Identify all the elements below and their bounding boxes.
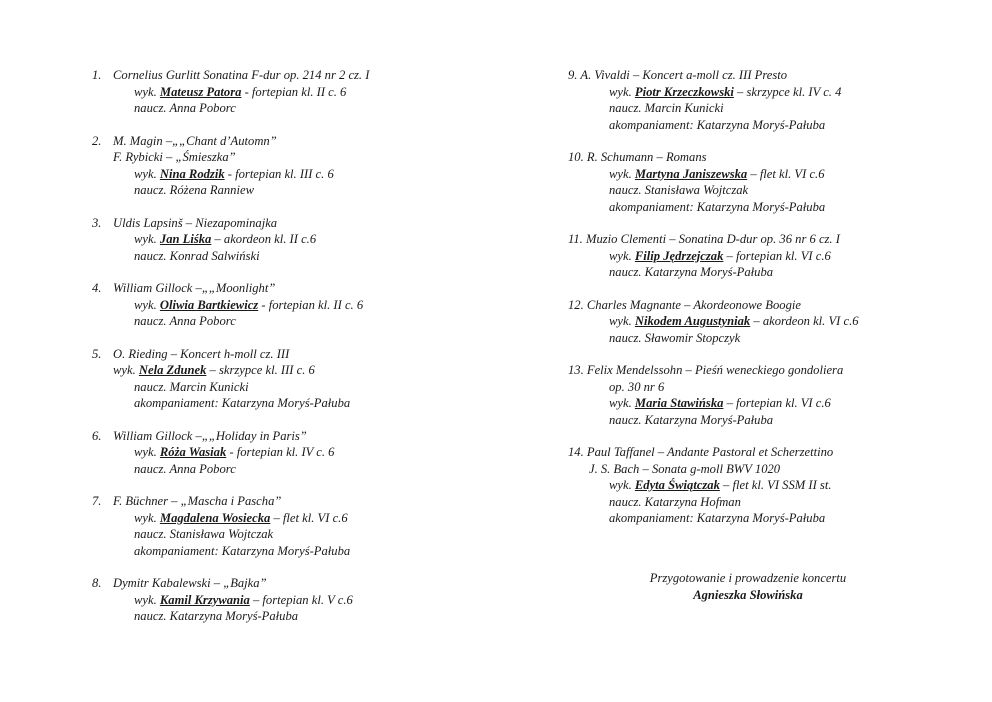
accompanist: akompaniament: Katarzyna Moryś-Pałuba bbox=[609, 511, 826, 525]
item-number: 8. bbox=[92, 576, 102, 590]
piece-title: Cornelius Gurlitt Sonatina F-dur op. 214 nr 2 cz. I bbox=[113, 68, 370, 82]
performer-name: Filip Jędrzejczak bbox=[634, 248, 724, 263]
teacher: naucz. Marcin Kunicki bbox=[134, 379, 249, 394]
instrument-class: – skrzypce kl. III c. 6 bbox=[206, 363, 315, 377]
performer-name: Róża Wasiak bbox=[159, 445, 227, 459]
instrument-class: – flet kl. VI SSM II st. bbox=[719, 478, 832, 492]
teacher: naucz. Anna Poborc bbox=[134, 461, 236, 476]
piece-title: Uldis Lapsinš – Niezapominajka bbox=[113, 215, 278, 230]
instrument-class: – skrzypce kl. IV c. 4 bbox=[733, 84, 842, 99]
program-right-column bbox=[568, 67, 968, 543]
performer-prefix: wyk. bbox=[134, 445, 160, 459]
performer-name: Nela Zdunek bbox=[138, 363, 207, 377]
teacher: naucz. Marcin Kunicki bbox=[609, 101, 724, 115]
instrument-class: – akordeon kl. VI c.6 bbox=[750, 314, 859, 328]
instrument-class: – fortepian kl. VI c.6 bbox=[723, 248, 831, 263]
item-number: 11. bbox=[568, 232, 583, 246]
performer-prefix: wyk. bbox=[609, 478, 635, 492]
item-number: 6. bbox=[92, 428, 102, 443]
item-number: 12. bbox=[568, 297, 584, 312]
program-item-6 bbox=[92, 428, 512, 478]
performer-name: Nina Rodzik bbox=[159, 166, 225, 181]
piece-title: Charles Magnante – Akordeonowe Boogie bbox=[583, 297, 801, 312]
piece-title: R. Schumann – Romans bbox=[583, 150, 707, 164]
item-number: 10. bbox=[568, 150, 584, 164]
performer-prefix: wyk. bbox=[609, 396, 635, 410]
program-item-12 bbox=[568, 297, 968, 347]
item-number: 14. bbox=[568, 445, 584, 459]
program-item-8 bbox=[92, 575, 512, 625]
instrument-class: - fortepian kl. II c. 6 bbox=[241, 84, 347, 99]
performer-prefix: wyk. bbox=[134, 232, 160, 246]
performer-prefix: wyk. bbox=[134, 510, 160, 525]
program-item-4 bbox=[92, 280, 512, 330]
instrument-class: - fortepian kl. IV c. 6 bbox=[226, 445, 335, 459]
teacher: naucz. Stanisława Wojtczak bbox=[609, 183, 749, 197]
performer-prefix: wyk. bbox=[609, 314, 635, 328]
teacher: naucz. Katarzyna Hofman bbox=[609, 494, 741, 509]
performer-name: Mateusz Patora bbox=[159, 84, 242, 99]
program-item-7 bbox=[92, 493, 512, 559]
item-number: 7. bbox=[92, 494, 102, 508]
program-item-3 bbox=[92, 215, 512, 265]
performer-name: Magdalena Wosiecka bbox=[159, 510, 271, 525]
item-number: 5. bbox=[92, 346, 102, 361]
piece-title: Paul Taffanel – Andante Pastoral et Scherzettino bbox=[583, 445, 834, 459]
piece-title: Felix Mendelssohn – Pieśń weneckiego gondoliera bbox=[583, 363, 844, 377]
instrument-class: – fortepian kl. VI c.6 bbox=[723, 396, 831, 410]
instrument-class: – fortepian kl. V c.6 bbox=[249, 592, 353, 607]
program-item-1 bbox=[92, 67, 512, 117]
performer-name: Maria Stawińska bbox=[634, 396, 724, 410]
accompanist: akompaniament: Katarzyna Moryś-Pałuba bbox=[134, 396, 351, 410]
performer-name: Edyta Świątczak bbox=[634, 478, 720, 492]
program-item-10 bbox=[568, 149, 968, 215]
piece-title: M. Magin –„„Chant d’Automn” bbox=[113, 133, 277, 148]
instrument-class: – flet kl. VI c.6 bbox=[270, 510, 348, 525]
teacher: naucz. Anna Poborc bbox=[134, 314, 236, 328]
performer-name: Kamil Krzywania bbox=[159, 592, 250, 607]
instrument-class: – flet kl. VI c.6 bbox=[747, 166, 825, 181]
instrument-class: – akordeon kl. II c.6 bbox=[211, 232, 317, 246]
instrument-class: - fortepian kl. III c. 6 bbox=[224, 166, 334, 181]
piece-title-2: F. Rybicki – „Śmieszka” bbox=[113, 150, 236, 164]
performer-prefix: wyk. bbox=[134, 297, 160, 312]
performer-prefix: wyk. bbox=[609, 166, 635, 181]
teacher: naucz. Katarzyna Moryś-Pałuba bbox=[609, 265, 774, 279]
item-number: 4. bbox=[92, 281, 102, 295]
program-item-9 bbox=[568, 67, 968, 133]
accompanist: akompaniament: Katarzyna Moryś-Pałuba bbox=[134, 543, 351, 558]
organizer-name: Agnieszka Słowińska bbox=[693, 587, 803, 602]
program-item-11 bbox=[568, 231, 968, 281]
teacher: naucz. Konrad Salwiński bbox=[134, 248, 260, 263]
program-left-column bbox=[92, 67, 512, 641]
piece-title-2: J. S. Bach – Sonata g-moll BWV 1020 bbox=[589, 461, 781, 476]
piece-title: O. Rieding – Koncert h-moll cz. III bbox=[113, 346, 290, 361]
piece-title: A. Vivaldi – Koncert a-moll cz. III Presto bbox=[577, 68, 788, 82]
item-number: 3. bbox=[92, 215, 102, 230]
piece-title: William Gillock –„„Moonlight” bbox=[113, 281, 276, 295]
concert-credits bbox=[568, 570, 928, 603]
performer-name: Martyna Janiszewska bbox=[634, 166, 748, 181]
performer-name: Nikodem Augustyniak bbox=[634, 314, 751, 328]
performer-name: Oliwia Bartkiewicz bbox=[159, 297, 259, 312]
program-item-14 bbox=[568, 444, 968, 527]
performer-prefix: wyk. bbox=[609, 248, 635, 263]
item-number: 2. bbox=[92, 133, 102, 148]
performer-prefix: wyk. bbox=[609, 84, 635, 99]
performer-name: Piotr Krzeczkowski bbox=[634, 84, 734, 99]
item-number: 9. bbox=[568, 68, 578, 82]
accompanist: akompaniament: Katarzyna Moryś-Pałuba bbox=[609, 117, 826, 132]
item-number: 13. bbox=[568, 363, 584, 377]
instrument-class: - fortepian kl. II c. 6 bbox=[258, 297, 364, 312]
teacher: naucz. Anna Poborc bbox=[134, 101, 236, 115]
piece-title: F. Büchner – „Mascha i Pascha” bbox=[113, 494, 282, 508]
piece-title: Dymitr Kabalewski – „Bajka” bbox=[113, 576, 267, 590]
piece-title-cont: op. 30 nr 6 bbox=[609, 379, 665, 394]
teacher: naucz. Sławomir Stopczyk bbox=[609, 330, 741, 345]
program-item-2 bbox=[92, 133, 512, 199]
performer-prefix: wyk. bbox=[134, 84, 160, 99]
teacher: naucz. Katarzyna Moryś-Pałuba bbox=[609, 412, 774, 427]
performer-prefix: wyk. bbox=[113, 363, 139, 377]
performer-prefix: wyk. bbox=[134, 592, 160, 607]
piece-title: Muzio Clementi – Sonatina D-dur op. 36 nr 6 cz. I bbox=[582, 232, 840, 246]
credits-line: Przygotowanie i prowadzenie koncertu bbox=[649, 571, 847, 585]
teacher: naucz. Stanisława Wojtczak bbox=[134, 527, 274, 541]
performer-prefix: wyk. bbox=[134, 166, 160, 181]
piece-title: William Gillock –„„Holiday in Paris” bbox=[113, 428, 307, 443]
accompanist: akompaniament: Katarzyna Moryś-Pałuba bbox=[609, 199, 826, 214]
item-number: 1. bbox=[92, 68, 102, 82]
teacher: naucz. Różena Ranniew bbox=[134, 183, 254, 197]
program-item-5 bbox=[92, 346, 512, 412]
teacher: naucz. Katarzyna Moryś-Pałuba bbox=[134, 609, 299, 623]
program-item-13 bbox=[568, 362, 968, 428]
performer-name: Jan Liśka bbox=[159, 232, 212, 246]
